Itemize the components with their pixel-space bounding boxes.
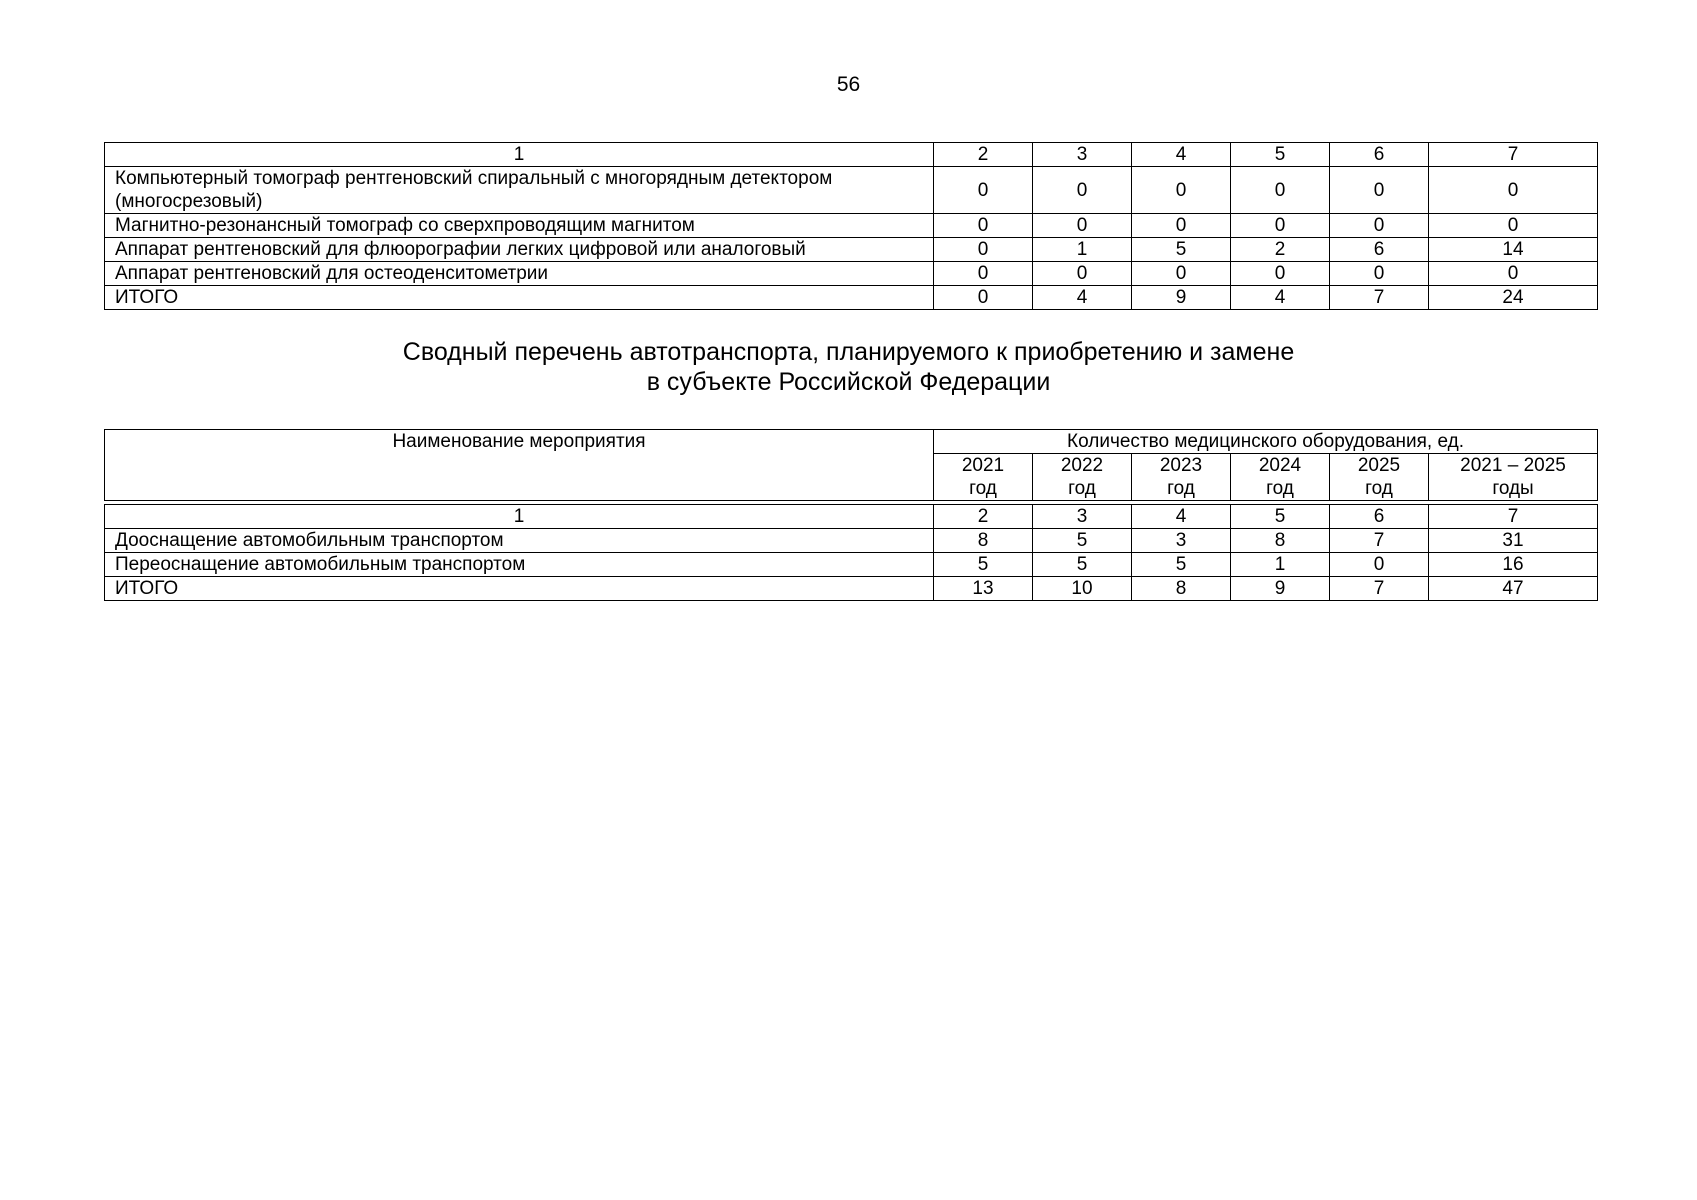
cell-value: 9 [1132,286,1231,310]
cell-value: 0 [934,238,1033,262]
heading-line-2: в субъекте Российской Федерации [646,368,1051,396]
year-label: 2021 – 2025 [1460,455,1566,476]
cell-value: 5 [1033,529,1132,553]
year-header [1330,454,1429,501]
cell-value: 0 [1033,214,1132,238]
cell-value: 24 [1429,286,1598,310]
row-name: Магнитно-резонансный томограф со сверхпроводящим магнитом [105,214,934,238]
cell-value: 16 [1429,553,1598,577]
cell-value: 31 [1429,529,1598,553]
year-unit: год [1167,478,1195,499]
column-number: 4 [1132,505,1231,529]
cell-value: 7 [1330,529,1429,553]
cell-value: 8 [1231,529,1330,553]
section-heading [0,337,1697,397]
year-label: 2022 [1060,455,1104,476]
cell-value: 0 [934,167,1033,214]
column-number: 4 [1132,143,1231,167]
header-group: Количество медицинского оборудования, ед. [934,430,1598,454]
cell-value: 4 [1033,286,1132,310]
cell-value: 0 [1231,262,1330,286]
cell-value: 1 [1033,238,1132,262]
cell-value: 0 [1429,214,1598,238]
column-number: 3 [1033,505,1132,529]
column-number: 2 [934,143,1033,167]
cell-value: 8 [1132,577,1231,601]
cell-value: 0 [1429,262,1598,286]
cell-value: 0 [1330,167,1429,214]
cell-value: 10 [1033,577,1132,601]
year-unit: год [1068,478,1096,499]
table-row [105,262,1598,286]
column-number: 6 [1330,505,1429,529]
cell-value: 47 [1429,577,1598,601]
column-number: 7 [1429,143,1598,167]
row-name: ИТОГО [105,577,934,601]
year-label: 2025 [1357,455,1401,476]
cell-value: 9 [1231,577,1330,601]
cell-value: 0 [1330,214,1429,238]
year-header [1132,454,1231,501]
cell-value: 0 [934,214,1033,238]
cell-value: 0 [934,262,1033,286]
transport-table-header [104,429,1598,501]
cell-value: 14 [1429,238,1598,262]
cell-value: 13 [934,577,1033,601]
table-row [105,214,1598,238]
cell-value: 5 [1033,553,1132,577]
row-name: ИТОГО [105,286,934,310]
cell-value: 0 [1429,167,1598,214]
cell-value: 0 [1231,214,1330,238]
cell-value: 5 [1132,553,1231,577]
column-number-row [105,143,1598,167]
header-name: Наименование мероприятия [105,430,934,501]
heading-line-1: Сводный перечень автотранспорта, планируемого к приобретению и замене [402,338,1295,366]
equipment-table [104,142,1598,310]
year-label: 2023 [1159,455,1203,476]
cell-value: 0 [1231,167,1330,214]
cell-value: 8 [934,529,1033,553]
cell-value: 7 [1330,286,1429,310]
cell-value: 0 [1132,262,1231,286]
cell-value: 5 [1132,238,1231,262]
cell-value: 0 [1132,167,1231,214]
year-label: 2021 [961,455,1005,476]
column-number-row [105,505,1598,529]
cell-value: 7 [1330,577,1429,601]
year-header [1033,454,1132,501]
column-number: 1 [105,143,934,167]
row-name: Компьютерный томограф рентгеновский спиральный с многорядным детектором (многосрезовый) [105,167,934,214]
cell-value: 3 [1132,529,1231,553]
column-number: 1 [105,505,934,529]
column-number: 5 [1231,505,1330,529]
column-number: 2 [934,505,1033,529]
cell-value: 0 [1033,262,1132,286]
table-row [105,238,1598,262]
cell-value: 1 [1231,553,1330,577]
table-row [105,553,1598,577]
year-unit: год [1365,478,1393,499]
column-number: 5 [1231,143,1330,167]
cell-value: 0 [1132,214,1231,238]
page-number: 56 [836,73,861,96]
year-unit: год [969,478,997,499]
cell-value: 0 [934,286,1033,310]
year-unit: годы [1492,478,1534,499]
total-row [105,577,1598,601]
cell-value: 2 [1231,238,1330,262]
cell-value: 0 [1033,167,1132,214]
total-row [105,286,1598,310]
cell-value: 5 [934,553,1033,577]
cell-value: 4 [1231,286,1330,310]
transport-table [104,504,1598,601]
table-row [105,167,1598,214]
year-header [934,454,1033,501]
column-number: 3 [1033,143,1132,167]
year-header [1429,454,1598,501]
column-number: 6 [1330,143,1429,167]
year-unit: год [1266,478,1294,499]
column-number: 7 [1429,505,1598,529]
year-header [1231,454,1330,501]
table-row [105,529,1598,553]
row-name: Переоснащение автомобильным транспортом [105,553,934,577]
row-name: Аппарат рентгеновский для флюорографии легких цифровой или аналоговый [105,238,934,262]
row-name: Аппарат рентгеновский для остеоденситометрии [105,262,934,286]
year-label: 2024 [1258,455,1302,476]
cell-value: 6 [1330,238,1429,262]
cell-value: 0 [1330,553,1429,577]
row-name: Дооснащение автомобильным транспортом [105,529,934,553]
cell-value: 0 [1330,262,1429,286]
